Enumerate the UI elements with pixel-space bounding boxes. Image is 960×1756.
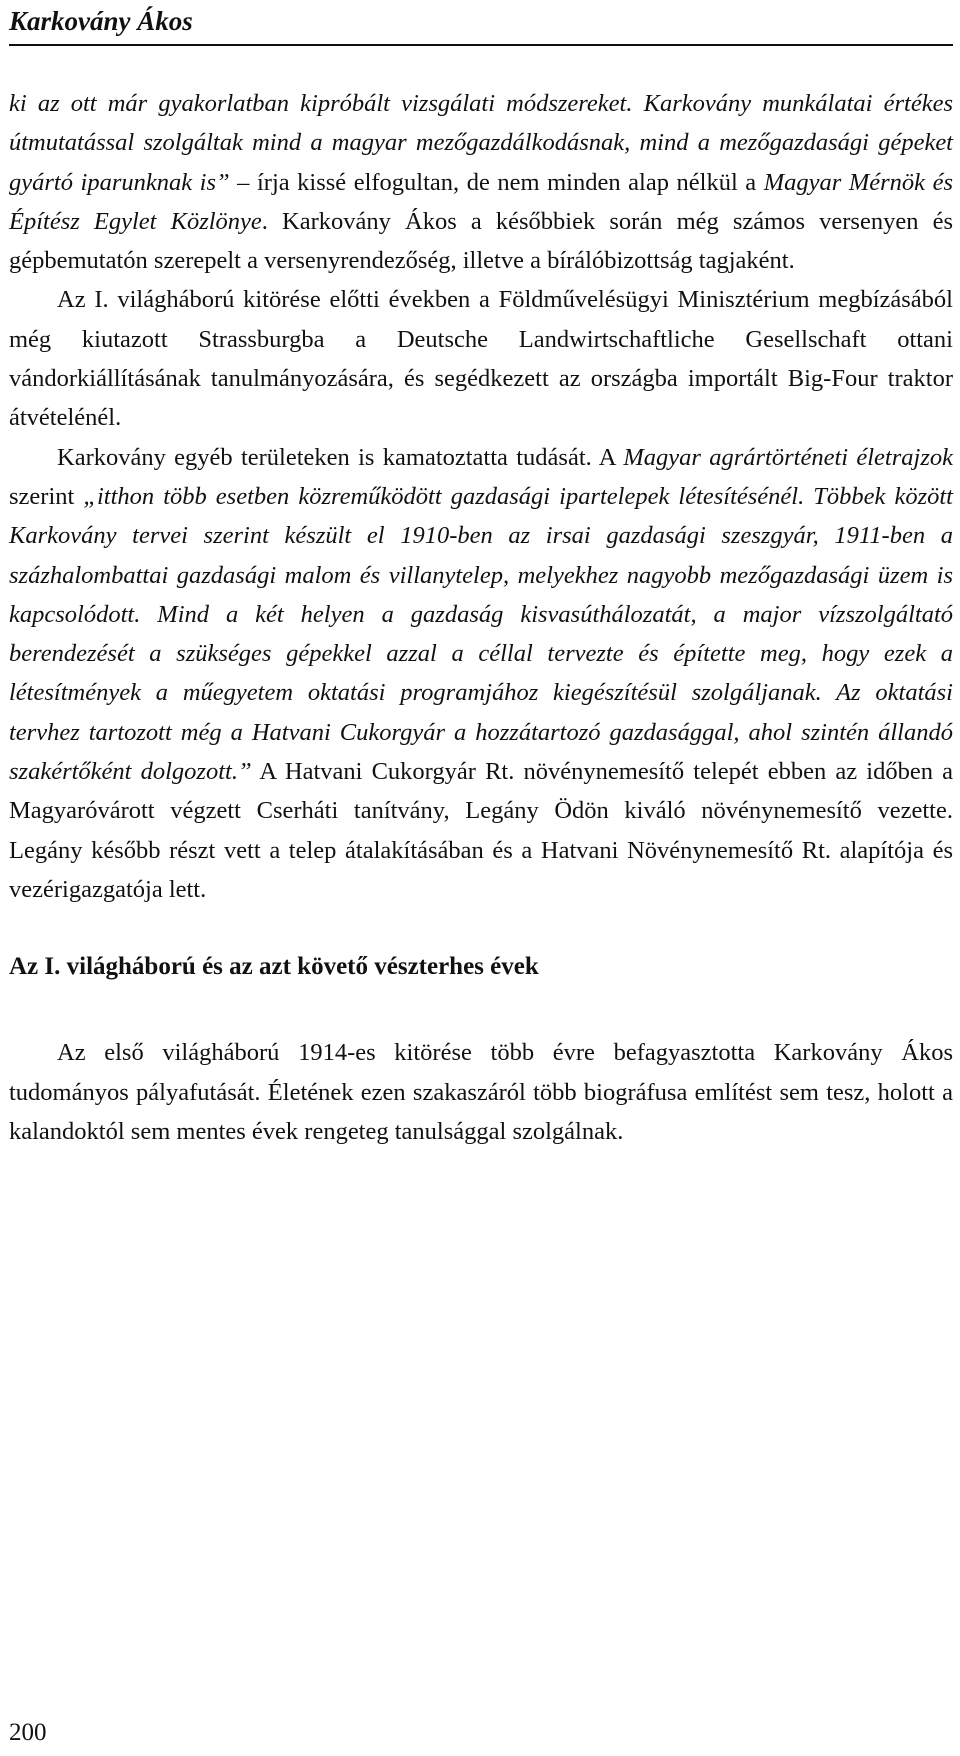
journal-title: Magyar Mérnök és Építész Egylet Közlönye xyxy=(9,168,954,235)
book-title: Magyar agrártörténeti életrajzok xyxy=(623,443,953,471)
section-heading: Az I. világháború és az azt követő vészterhes évek xyxy=(9,953,539,981)
paragraph-4: Az első világháború 1914-es kitörése több évre befagyasztotta Karkovány Ákos tudományos pályafutását. Életének ezen szakaszáról több biográfusa említést sem tesz, holott a kalandoktól sem mentes évek rengeteg tanulsággal szolgálnak. xyxy=(9,1039,953,1145)
body-text xyxy=(9,84,953,1151)
running-head: Karkovány Ákos xyxy=(9,6,193,36)
page-number: 200 xyxy=(9,1719,47,1746)
quote-continuation: ki az ott már gyakorlatban kipróbált vizsgálati módszereket. Karkovány munkálatai értékes útmutatással szolgáltak mind a magyar mezőgazdálkodásnak, mind a mezőgazdasági gépeket gyártó iparunknak is” xyxy=(9,90,953,196)
paragraph-2: Az I. világháború kitörése előtti években a Földművelésügyi Minisztérium megbízásából még kiutazott Strassburgba a Deutsche Landwirtschaftliche Gesellschaft ottani vándorkiállításának tanulmányozására, és segédkezett az országba importált Big-Four traktor átvételénél. xyxy=(9,286,953,432)
document-page xyxy=(9,0,953,1756)
header-rule xyxy=(9,44,953,46)
paragraph-3: Karkovány egyéb területeken is kamatoztatta tudását. A Magyar agrártörténeti életrajzok szerint „itthon több esetben közreműködött gazdasági ipartelepek létesítésénél. Többek között Karkovány tervei szerint készült el 1910-ben az irsai gazdasági szeszgyár, 1911-ben a százhalombattai gazdasági malom és villanytelep, melyekhez nagyobb mezőgazdasági üzem is kapcsolódott. Mind a két helyen a gazdaság kisvasúthálozatát, a major vízszolgáltató berendezését a szükséges gépekkel azzal a céllal tervezte és építette meg, hogy ezek a létesítmények a műegyetem oktatási programjához kiegészítésül szolgáljanak. Az oktatási tervhez tartozott még a Hatvani Cukorgyár a hozzátartozó gazdasággal, ahol szintén állandó szakértőként dolgozott.” A Hatvani Cukorgyár Rt. növénynemesítő telepét ebben az időben a Magyaróvárott végzett Cserháti tanítvány, Legány Ödön kiváló növénynemesítő vezette. Legány később részt vett a telep átalakításában és a Hatvani Növénynemesítő Rt. alapítója és vezérigazgatója lett. xyxy=(9,443,953,903)
quotation: „itthon több esetben közreműködött gazdasági ipartelepek létesítésénél. Többek között Karkovány tervei szerint készült el 1910-ben az irsai gazdasági szeszgyár, 1911-ben a százhalombattai gazdasági malom és villanytelep, melyekhez nagyobb mezőgazdasági üzem is kapcsolódott. Mind a két helyen a gazdaság kisvasúthálozatát, a major vízszolgáltató berendezését a szükséges gépekkel azzal a céllal tervezte és építette meg, hogy ezek a létesítmények a műegyetem oktatási programjához kiegészítésül szolgáljanak. Az oktatási tervhez tartozott még a Hatvani Cukorgyár a hozzátartozó gazdasággal, ahol szintén állandó szakértőként dolgozott.” xyxy=(9,482,953,786)
paragraph-1: ki az ott már gyakorlatban kipróbált vizsgálati módszereket. Karkovány munkálatai értékes útmutatással szolgáltak mind a magyar mezőgazdálkodásnak, mind a mezőgazdasági gépeket gyártó iparunknak is” – írja kissé elfogultan, de nem minden alap nélkül a Magyar Mérnök és Építész Egylet Közlönye. Karkovány Ákos a későbbiek során még számos versenyen és gépbemutatón szerepelt a versenyrendezőség, illetve a bírálóbizottság tagjaként. xyxy=(9,90,954,275)
